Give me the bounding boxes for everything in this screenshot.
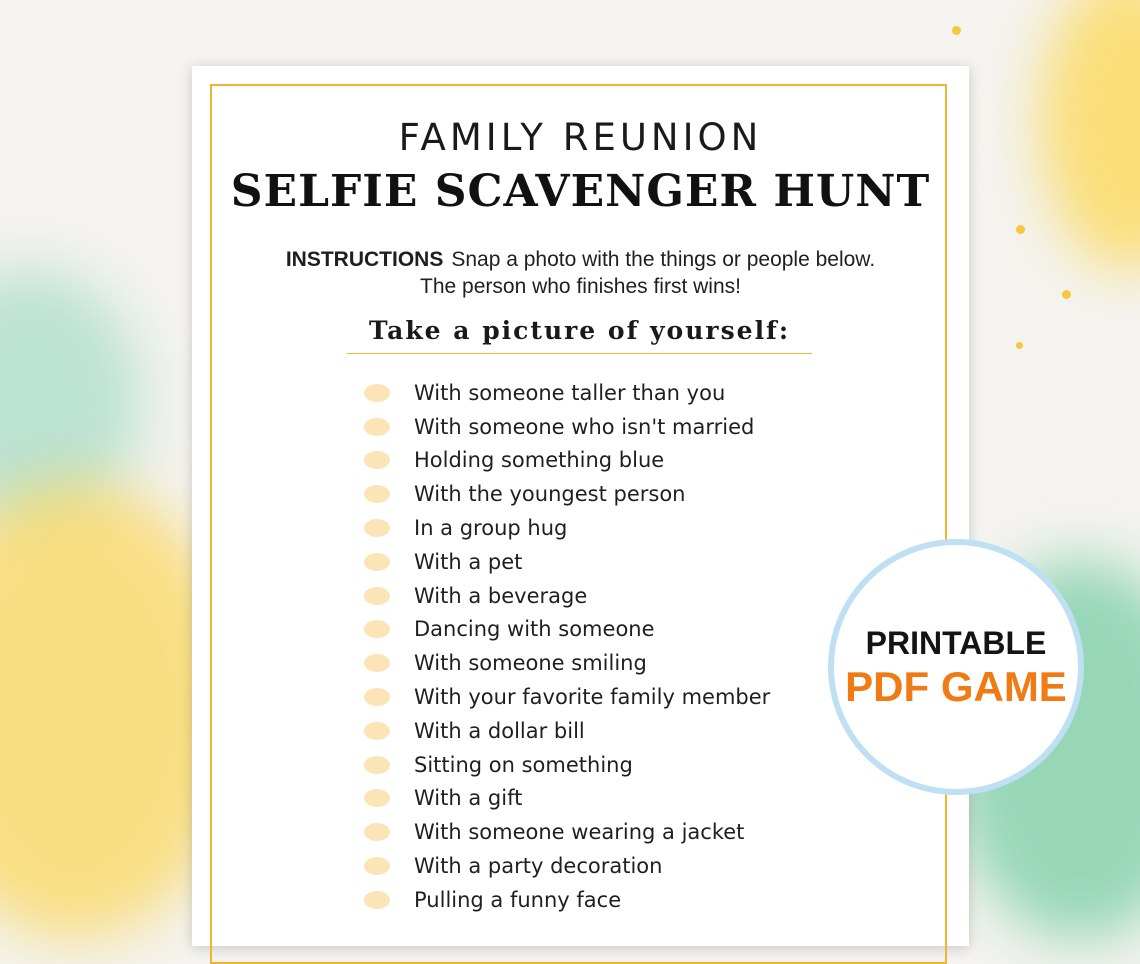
badge-line1: PRINTABLE: [865, 625, 1047, 661]
list-item: [364, 579, 770, 613]
list-item: [364, 680, 770, 714]
list-item: [364, 613, 770, 647]
list-item-label: With someone smiling: [414, 651, 647, 676]
background-splash-yellow-right: [1040, 0, 1140, 270]
printable-sheet: [192, 66, 969, 946]
title-main: SELFIE SCAVENGER HUNT: [230, 166, 931, 217]
paint-dot: [1016, 225, 1025, 234]
list-item-label: With your favorite family member: [414, 685, 771, 710]
checkbox-icon[interactable]: [364, 756, 390, 774]
list-item-label: With a party decoration: [414, 854, 663, 879]
printable-badge: [828, 539, 1084, 795]
list-item-label: In a group hug: [414, 516, 568, 541]
instructions-line2: The person who finishes first wins!: [420, 275, 741, 298]
list-item: [364, 849, 770, 883]
checkbox-icon[interactable]: [364, 857, 390, 875]
checkbox-icon[interactable]: [364, 823, 390, 841]
checkbox-icon[interactable]: [364, 688, 390, 706]
list-item: [364, 545, 770, 579]
checkbox-icon[interactable]: [364, 519, 390, 537]
paint-dot: [1062, 290, 1071, 299]
list-item: [364, 646, 770, 680]
list-item-label: With someone who isn't married: [414, 414, 755, 439]
instructions-label: INSTRUCTIONS: [285, 248, 444, 271]
list-item: [364, 782, 770, 816]
list-item-label: Pulling a funny face: [414, 887, 622, 912]
paint-dot: [1016, 342, 1023, 349]
list-item-label: With a dollar bill: [414, 718, 585, 743]
list-item: [364, 410, 770, 444]
badge-line2: PDF GAME: [845, 663, 1067, 710]
instructions-line1: Snap a photo with the things or people below.: [451, 248, 876, 271]
scavenger-list: [364, 376, 770, 917]
instructions: [192, 246, 969, 300]
title-top: FAMILY REUNION: [398, 116, 763, 159]
checkbox-icon[interactable]: [364, 553, 390, 571]
paint-dot: [952, 26, 961, 35]
list-item-label: With a gift: [414, 786, 523, 811]
checkbox-icon[interactable]: [364, 485, 390, 503]
list-item: [364, 815, 770, 849]
list-item: [364, 714, 770, 748]
list-item: [364, 477, 770, 511]
list-item-label: Dancing with someone: [414, 617, 655, 642]
list-item-label: Holding something blue: [414, 448, 665, 473]
list-item: [364, 376, 770, 410]
list-item: [364, 748, 770, 782]
list-item-label: With someone wearing a jacket: [414, 820, 745, 845]
checkbox-icon[interactable]: [364, 789, 390, 807]
checkbox-icon[interactable]: [364, 722, 390, 740]
checkbox-icon[interactable]: [364, 587, 390, 605]
checkbox-icon[interactable]: [364, 384, 390, 402]
checkbox-icon[interactable]: [364, 418, 390, 436]
checkbox-icon[interactable]: [364, 451, 390, 469]
list-item-label: With a pet: [414, 549, 523, 574]
list-item-label: Sitting on something: [414, 752, 633, 777]
list-item-label: With someone taller than you: [414, 380, 726, 405]
list-item-label: With a beverage: [414, 583, 588, 608]
checkbox-icon[interactable]: [364, 654, 390, 672]
checkbox-icon[interactable]: [364, 620, 390, 638]
list-item: [364, 511, 770, 545]
subheading: Take a picture of yourself:: [347, 316, 812, 354]
checkbox-icon[interactable]: [364, 891, 390, 909]
list-item: [364, 444, 770, 478]
list-item-label: With the youngest person: [414, 482, 686, 507]
